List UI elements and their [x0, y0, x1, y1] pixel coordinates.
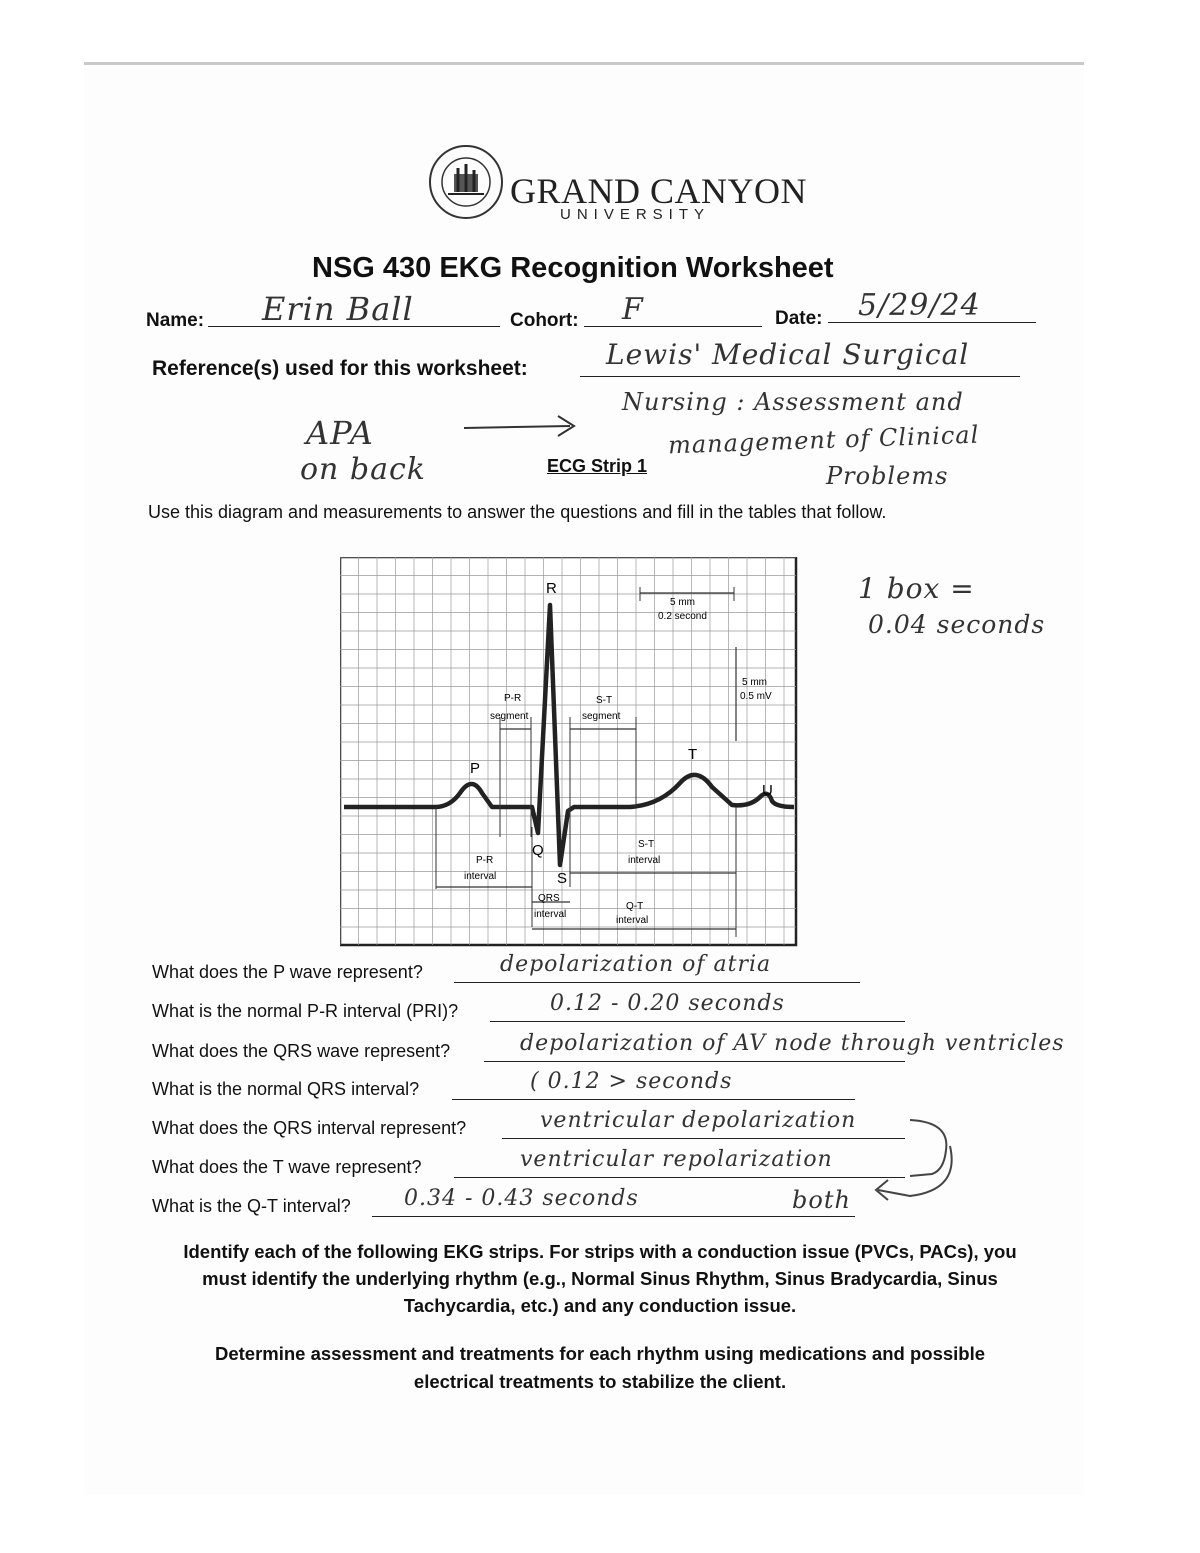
- qt-interval-label-1: Q-T: [626, 901, 644, 912]
- answer-line: [484, 1061, 905, 1062]
- answer-text[interactable]: depolarization of AV node through ventricles: [520, 1031, 1065, 1056]
- u-wave-label: U: [762, 782, 773, 799]
- question-text: What is the Q-T interval?: [152, 1196, 351, 1216]
- answer-line: [490, 1021, 905, 1022]
- instructions-paragraph-2: [120, 1340, 1080, 1396]
- arrow-right-icon: [462, 410, 582, 440]
- answer-text[interactable]: 0.34 - 0.43 seconds: [404, 1186, 639, 1211]
- cohort-label: Cohort:: [510, 310, 579, 331]
- st-interval-label-2: interval: [628, 855, 661, 866]
- reference-value-line4: Problems: [826, 462, 949, 490]
- cohort-line: [584, 326, 762, 327]
- date-label: Date:: [775, 308, 823, 329]
- qt-interval-label-2: interval: [616, 915, 649, 926]
- pr-interval-label-1: P-R: [476, 855, 494, 866]
- date-value[interactable]: 5/29/24: [858, 288, 981, 323]
- reference-value-line3: management of Clinical: [667, 420, 980, 460]
- apa-note-line2: on back: [300, 452, 426, 487]
- university-subtitle: UNIVERSITY: [560, 206, 711, 223]
- box-note-line1: 1 box =: [858, 572, 975, 605]
- st-interval-label-1: S-T: [638, 839, 655, 850]
- box-note-line2: 0.04 seconds: [868, 610, 1046, 639]
- instructions-p1-line1: Identify each of the following EKG strips. For strips with a conduction issue (PVCs, PACs), you: [183, 1241, 1017, 1262]
- strip-heading: ECG Strip 1: [547, 456, 648, 476]
- reference-value-line2: Nursing : Assessment and: [622, 388, 964, 416]
- answer-line: [372, 1216, 855, 1217]
- qrs-interval-label-2: interval: [534, 909, 567, 920]
- ecg-diagram: [340, 557, 798, 947]
- st-segment-label-2: segment: [582, 711, 621, 722]
- box-height-mv: 0.5 mV: [740, 691, 772, 702]
- answer-line: [502, 1138, 905, 1139]
- reference-line: [580, 376, 1020, 377]
- q-wave-label: Q: [532, 842, 544, 859]
- box-width-mm: 5 mm: [670, 597, 695, 608]
- answer-text[interactable]: depolarization of atria: [500, 952, 772, 977]
- pr-segment-label-2: segment: [490, 711, 529, 722]
- instructions-p2-line2: electrical treatments to stabilize the client.: [413, 1371, 787, 1392]
- answer-line: [454, 1177, 905, 1178]
- question-text: What is the normal P-R interval (PRI)?: [152, 1001, 459, 1021]
- university-name: GRAND CANYON: [510, 171, 808, 211]
- box-width-seconds: 0.2 second: [658, 611, 707, 622]
- reference-label: Reference(s) used for this worksheet:: [152, 357, 528, 380]
- s-wave-label: S: [557, 870, 568, 887]
- university-seal-icon: [428, 142, 508, 222]
- answer-text[interactable]: ventricular depolarization: [540, 1108, 857, 1133]
- answer-line: [454, 982, 860, 983]
- answer-text[interactable]: ( 0.12 > seconds: [530, 1069, 733, 1094]
- question-text: What does the T wave represent?: [152, 1157, 422, 1177]
- cohort-value[interactable]: F: [622, 292, 644, 327]
- r-wave-label: R: [546, 580, 557, 597]
- question-text: What is the normal QRS interval?: [152, 1079, 420, 1099]
- qrs-interval-label-1: QRS: [538, 893, 560, 904]
- both-note: both: [792, 1186, 851, 1214]
- instructions-paragraph-1: [120, 1238, 1080, 1319]
- instructions-p2-line1: Determine assessment and treatments for each rhythm using medications and possible: [214, 1343, 986, 1364]
- reference-value-line1[interactable]: Lewis' Medical Surgical: [606, 338, 970, 371]
- pr-segment-label-1: P-R: [504, 693, 522, 704]
- question-text: What does the QRS wave represent?: [152, 1041, 451, 1061]
- bracket-arrow-icon: [870, 1110, 970, 1220]
- instructions-p1-line2: must identify the underlying rhythm (e.g., Normal Sinus Rhythm, Sinus Bradycardia, Sinus: [202, 1268, 998, 1289]
- name-value[interactable]: Erin Ball: [262, 290, 414, 328]
- box-height-mm: 5 mm: [742, 677, 767, 688]
- t-wave-label: T: [688, 746, 698, 763]
- answer-text[interactable]: 0.12 - 0.20 seconds: [550, 991, 785, 1016]
- strip-instruction: Use this diagram and measurements to answer the questions and fill in the tables that follow.: [148, 502, 887, 522]
- p-wave-label: P: [470, 760, 481, 777]
- instructions-p1-line3: Tachycardia, etc.) and any conduction issue.: [403, 1295, 797, 1316]
- answer-line: [452, 1099, 855, 1100]
- page-title: NSG 430 EKG Recognition Worksheet: [312, 252, 834, 284]
- question-text: What does the QRS interval represent?: [152, 1118, 467, 1138]
- pr-interval-label-2: interval: [464, 871, 497, 882]
- name-label: Name:: [146, 310, 205, 331]
- question-text: What does the P wave represent?: [152, 962, 423, 982]
- st-segment-label-1: S-T: [596, 695, 613, 706]
- apa-note-line1: APA: [306, 414, 374, 452]
- answer-text[interactable]: ventricular repolarization: [520, 1147, 833, 1172]
